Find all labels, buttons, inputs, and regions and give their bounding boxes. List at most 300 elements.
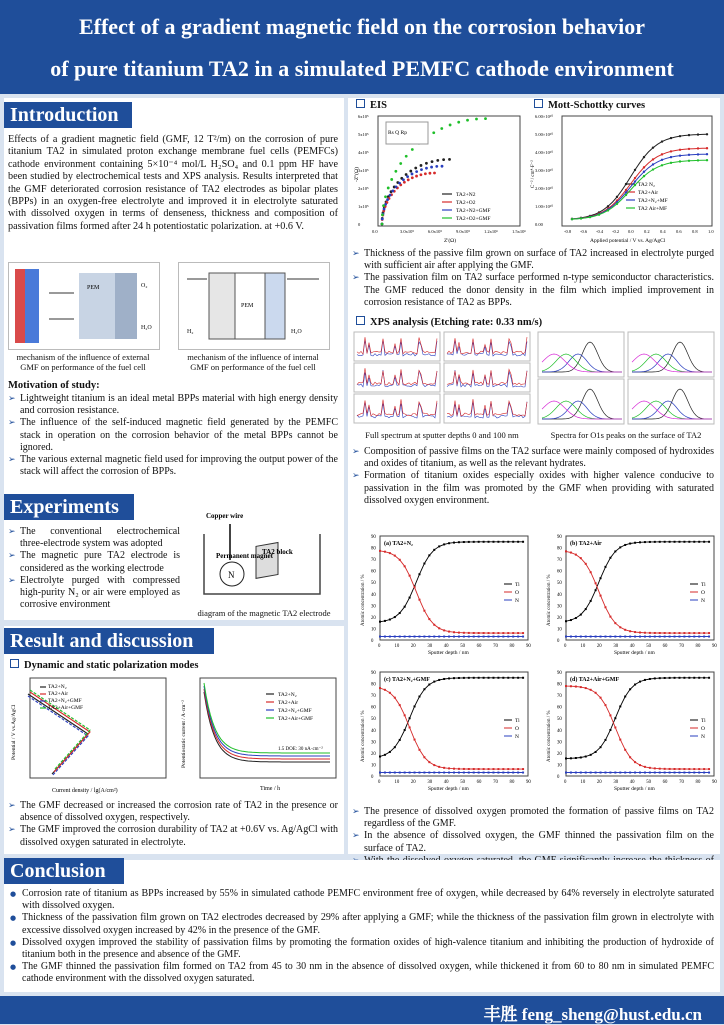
depth-point (423, 772, 425, 774)
depth-point (488, 772, 490, 774)
depth-point (414, 636, 416, 638)
experiments-heading: Experiments (4, 494, 134, 520)
depth-xtick: 90 (526, 644, 531, 649)
eis-point (430, 166, 433, 169)
depth-point (703, 632, 705, 634)
depth-point (399, 772, 401, 774)
depth-point (522, 768, 524, 770)
depth-point (478, 772, 480, 774)
depth-xtick: 30 (613, 644, 619, 649)
magnetic-electrode-diagram (190, 494, 334, 604)
eis-point (484, 117, 487, 120)
xps-list (352, 446, 714, 507)
depth-point (659, 541, 661, 543)
mott-point (607, 205, 609, 207)
depth-point (674, 636, 676, 638)
depth-point (448, 677, 450, 679)
potentiostatic-chart (178, 674, 340, 796)
depth-point (664, 772, 666, 774)
depth-point (522, 677, 524, 679)
depth-point (683, 632, 685, 634)
depth-ytick: 60 (557, 705, 562, 711)
eis-chart (352, 112, 524, 246)
depth-point (418, 599, 420, 601)
list-item: ➢ In the absence of dissolved oxygen, the GMF thinned the passivation film on the surface of TA2. (352, 830, 714, 854)
external-gmf-mechanism-figure (8, 262, 160, 350)
depth-ylabel: Atomic concentration / % (361, 710, 366, 762)
eis-point (381, 213, 384, 216)
depth-point (517, 768, 519, 770)
depth-point (448, 772, 450, 774)
depth-point (688, 541, 690, 543)
depth-point (507, 768, 509, 770)
mott-point (697, 147, 699, 149)
depth-ytick: 10 (371, 763, 376, 769)
depth-point (399, 612, 401, 614)
depth-point (693, 632, 695, 634)
depth-point (585, 636, 587, 638)
eis-point (406, 175, 409, 178)
depth-point (624, 636, 626, 638)
depth-ytick: 40 (557, 592, 562, 598)
depth-point (512, 677, 514, 679)
depth-point (492, 632, 494, 634)
depth-xtick: 80 (509, 780, 515, 785)
depth-point (600, 595, 602, 597)
depth-point (404, 636, 406, 638)
depth-point (654, 632, 656, 634)
depth-point (488, 541, 490, 543)
depth-point (614, 717, 616, 719)
mott-ytick: 0.00 (535, 222, 543, 227)
eis-ytick: 4x10⁵ (358, 150, 369, 155)
svg-text:TA2+N₂+MF: TA2+N₂+MF (638, 198, 668, 204)
depth-ytick: 70 (557, 694, 562, 700)
depth-point (394, 697, 396, 699)
mott-ytick: 3.00×10¹⁰ (535, 168, 554, 173)
depth-point (497, 768, 499, 770)
ta2-block-label: TA2 block (262, 548, 293, 556)
depth-point (473, 677, 475, 679)
depth-point (389, 552, 391, 554)
eis-xlabel: Z'(Ω) (444, 238, 457, 244)
depth-panel-title: (d) TA2+Air+GMF (570, 677, 620, 683)
depth-xtick: 20 (596, 780, 602, 785)
eis-point (387, 187, 390, 190)
depth-point (409, 717, 411, 719)
eis-ytick: 1x10⁵ (358, 204, 369, 209)
depth-point (688, 636, 690, 638)
depth-point (507, 677, 509, 679)
depth-ytick: 50 (371, 581, 376, 587)
depth-xtick: 10 (580, 780, 586, 785)
depth-point (683, 677, 685, 679)
list-item: ➢ The GMF decreased or increased the corrosion rate of TA2 in the presence or absence of dissolved oxygen, respectively. (8, 800, 338, 824)
depth-point (580, 686, 582, 688)
depth-point (609, 557, 611, 559)
depth-point (678, 768, 680, 770)
depth-xtick: 20 (596, 644, 602, 649)
depth-point (497, 772, 499, 774)
depth-legend-label: Ti (701, 718, 706, 724)
ps-xlabel: Time / h (260, 786, 281, 792)
depth-xtick: 90 (526, 780, 531, 785)
depth-point (492, 541, 494, 543)
depth-point (590, 772, 592, 774)
depth-point (384, 551, 386, 553)
depth-point (463, 632, 465, 634)
depth-point (423, 610, 425, 612)
eis-ytick: 6x10⁵ (358, 114, 369, 119)
depth-point (428, 684, 430, 686)
depth-point (688, 677, 690, 679)
depth-point (409, 597, 411, 599)
list-item: ➢ The presence of dissolved oxygen promoted the formation of passive films on TA2 regardless of the GMF. (352, 806, 714, 830)
depth-point (468, 541, 470, 543)
xps-panel (354, 363, 440, 392)
depth-ytick: 50 (557, 581, 562, 587)
depth-point (600, 746, 602, 748)
depth-point (639, 772, 641, 774)
depth-point (644, 541, 646, 543)
depth-point (649, 678, 651, 680)
depth-xlabel: Sputter depth / nm (614, 786, 655, 792)
eis-point (420, 168, 423, 171)
svg-text:TA2+N₂: TA2+N₂ (48, 684, 67, 690)
poster-title-line1: Effect of a gradient magnetic field on the corrosion behavior (78, 14, 645, 39)
depth-point (693, 636, 695, 638)
depth-point (664, 632, 666, 634)
eis-point (415, 175, 418, 178)
depth-point (678, 632, 680, 634)
depth-point (614, 550, 616, 552)
svg-text:PEM: PEM (87, 285, 100, 291)
depth-point (428, 636, 430, 638)
eis-point (395, 185, 398, 188)
depth-panel-title: (c) TA2+N₂+GMF (384, 677, 430, 683)
motivation-list (8, 393, 338, 478)
depth-point (483, 636, 485, 638)
mott-point (616, 203, 618, 205)
depth-point (394, 555, 396, 557)
mott-xtick: 0.0 (628, 229, 634, 234)
depth-point (512, 632, 514, 634)
eis-point (411, 148, 414, 151)
depth-point (693, 768, 695, 770)
external-gmf-caption: mechanism of the influence of external GMF on performance of the fuel cell (16, 352, 150, 372)
list-item: ● The GMF thinned the passivation film formed on TA2 from 45 to 30 nm in the absence of dissolved oxygen, while thickened it from 60 to 80 nm in simulated PEMFC cathode environment with the dissolved oxygen saturated. (10, 961, 714, 985)
depth-xtick: 90 (712, 780, 717, 785)
depth-point (443, 767, 445, 769)
depth-ytick: 90 (371, 535, 376, 540)
depth-point (404, 606, 406, 608)
depth-point (629, 636, 631, 638)
depth-point (473, 632, 475, 634)
depth-ytick: 20 (557, 615, 562, 621)
depth-point (624, 749, 626, 751)
depth-point (590, 600, 592, 602)
depth-point (659, 636, 661, 638)
eis-point (384, 195, 387, 198)
depth-ytick: 20 (557, 751, 562, 757)
depth-point (428, 761, 430, 763)
eis-point (381, 223, 384, 226)
depth-point (683, 768, 685, 770)
list-item: ● Dissolved oxygen improved the stability of passivation films by promoting the formation oxides of high-valence titanium and inhibiting the production of hydroxide of titanium both in the presence and absence of the GMF. (10, 937, 714, 961)
poster-title-line2: of pure titanium TA2 in a simulated PEMFC cathode environment (50, 56, 674, 81)
depth-point (634, 542, 636, 544)
depth-point (693, 541, 695, 543)
depth-point (492, 768, 494, 770)
eis-point (391, 189, 394, 192)
svg-text:TA2+Air+GMF: TA2+Air+GMF (48, 705, 84, 711)
depth-point (669, 636, 671, 638)
depth-point (418, 636, 420, 638)
depth-point (379, 636, 381, 638)
depth-point (654, 767, 656, 769)
depth-xtick: 50 (460, 780, 466, 785)
xps-left-caption: Full spectrum at sputter depths 0 and 100 nm (365, 430, 519, 440)
depth-ytick: 60 (371, 569, 376, 575)
mott-xtick: 0.6 (676, 229, 682, 234)
mott-xlabel: Applied potential / V vs. Ag/AgCl (590, 238, 666, 244)
depth-xtick: 60 (662, 644, 668, 649)
depth-point (659, 632, 661, 634)
depth-point (580, 557, 582, 559)
depth-ytick: 80 (371, 682, 376, 688)
depth-point (708, 768, 710, 770)
depth-xtick: 40 (629, 644, 635, 649)
eis-xtick: 1.5x10⁶ (512, 229, 526, 234)
depth-point (492, 677, 494, 679)
depth-point (384, 620, 386, 622)
depth-xtick: 0 (378, 780, 381, 785)
list-item: ➢ Electrolyte purged with compressed high-purity N₂ or air were employed as corrosive environment (8, 575, 180, 612)
depth-point (394, 616, 396, 618)
depth-point (590, 754, 592, 756)
depth-point (674, 632, 676, 634)
depth-point (708, 632, 710, 634)
eis-point (383, 208, 386, 211)
depth-point (614, 622, 616, 624)
footer (0, 996, 724, 1024)
depth-point (438, 772, 440, 774)
eis-point (475, 118, 478, 121)
depth-ylabel: Atomic concentration / % (547, 574, 552, 626)
depth-point (580, 614, 582, 616)
depth-point (703, 541, 705, 543)
depth-ytick: 70 (371, 558, 376, 564)
depth-point (703, 677, 705, 679)
depth-ytick: 20 (371, 615, 376, 621)
depth-point (433, 681, 435, 683)
depth-point (492, 772, 494, 774)
depth-point (389, 751, 391, 753)
eis-point (440, 127, 443, 130)
depth-point (502, 632, 504, 634)
depth-point (634, 684, 636, 686)
depth-point (458, 772, 460, 774)
depth-point (414, 705, 416, 707)
mott-point (652, 168, 654, 170)
eis-point (386, 198, 389, 201)
depth-point (502, 768, 504, 770)
depth-point (448, 631, 450, 633)
depth-xtick: 70 (679, 644, 684, 649)
depth-point (600, 697, 602, 699)
eis-xtick: 9.0x10⁵ (456, 229, 470, 234)
depth-xtick: 10 (394, 644, 400, 649)
depth-ytick: 40 (371, 592, 376, 598)
depth-point (448, 542, 450, 544)
depth-ytick: 0 (557, 775, 560, 780)
depth-point (678, 636, 680, 638)
list-item: ➢ Formation of titanium oxides especially oxides with higher valence conducive to passivation in the film was promoted by the GMF when providing with saturated dissolved oxygen environment. (352, 470, 714, 507)
depth-xtick: 0 (564, 644, 567, 649)
depth-point (478, 632, 480, 634)
depth-point (379, 756, 381, 758)
mott-ytick: 5.00×10¹⁰ (535, 132, 554, 137)
depth-point (468, 636, 470, 638)
depth-ytick: 10 (557, 627, 562, 633)
list-item: ➢ The influence of the self-induced magnetic field generated by the PEMFC stack in operation on the corrosion behavior of the metal BPPs cannot be ignored. (8, 417, 338, 454)
depth-point (639, 681, 641, 683)
depth-point (399, 704, 401, 706)
depth-point (453, 768, 455, 770)
depth-point (619, 739, 621, 741)
eis-point (411, 173, 414, 176)
mott-point (679, 160, 681, 162)
mott-point (634, 169, 636, 171)
depth-point (654, 636, 656, 638)
depth-point (624, 544, 626, 546)
eis-point (448, 158, 451, 161)
depth-point (614, 636, 616, 638)
depth-point (443, 678, 445, 680)
depth-point (674, 768, 676, 770)
depth-point (522, 772, 524, 774)
mott-xtick: 0.2 (644, 229, 650, 234)
depth-point (580, 636, 582, 638)
list-item: ➢ Thickness of the passive film grown on surface of TA2 increased in electrolyte purged with sufficient air after applying the GMF. (352, 248, 714, 272)
depth-ytick: 30 (557, 740, 562, 746)
mott-point (688, 134, 690, 136)
depth-point (438, 545, 440, 547)
depth-point (604, 704, 606, 706)
depth-ytick: 60 (557, 569, 562, 575)
depth-ytick: 40 (371, 728, 376, 734)
depth-ytick: 80 (371, 546, 376, 552)
depth-point (624, 629, 626, 631)
depth-point (507, 632, 509, 634)
depth-xtick: 40 (443, 780, 449, 785)
depth-point (629, 772, 631, 774)
depth-ytick: 70 (557, 558, 562, 564)
depth-point (507, 636, 509, 638)
depth-point (443, 543, 445, 545)
depth-point (483, 541, 485, 543)
mott-ylabel: C⁻² / cm⁴·F⁻² (531, 160, 536, 188)
depth-point (483, 772, 485, 774)
depth-point (565, 772, 567, 774)
depth-point (384, 754, 386, 756)
mott-point (670, 150, 672, 152)
eis-point (436, 159, 439, 162)
depth-point (634, 761, 636, 763)
depth-point (590, 571, 592, 573)
depth-point (399, 739, 401, 741)
depth-ytick: 0 (557, 639, 560, 644)
eis-point (441, 165, 444, 168)
xps-o1s-figure (536, 330, 716, 426)
depth-point (418, 573, 420, 575)
depth-xtick: 0 (564, 780, 567, 785)
depth-xtick: 80 (509, 644, 515, 649)
mott-point (625, 191, 627, 193)
depth-ytick: 50 (557, 717, 562, 723)
depth-point (404, 565, 406, 567)
depth-point (414, 586, 416, 588)
svg-text:H₂O: H₂O (141, 325, 152, 331)
depth-xtick: 10 (580, 644, 586, 649)
mott-point (670, 137, 672, 139)
xps-panel (444, 394, 530, 423)
depth-point (483, 677, 485, 679)
depth-point (664, 677, 666, 679)
depth-point (674, 772, 676, 774)
depth-point (649, 632, 651, 634)
depth-point (404, 772, 406, 774)
depth-point (639, 636, 641, 638)
svg-text:TA2 Air+MF: TA2 Air+MF (638, 206, 668, 212)
depth-point (565, 757, 567, 759)
depth-point (678, 772, 680, 774)
depth-point (453, 636, 455, 638)
mott-point (652, 158, 654, 160)
mott-xtick: -0.6 (580, 229, 588, 234)
list-item: ➢ Lightweight titanium is an ideal metal BPPs material with high energy density and corrosion resistance. (8, 393, 338, 417)
depth-point (639, 632, 641, 634)
depth-point (698, 632, 700, 634)
depth-point (478, 677, 480, 679)
mott-point (706, 147, 708, 149)
depth-point (418, 772, 420, 774)
mott-point (706, 153, 708, 155)
depth-point (463, 768, 465, 770)
svg-text:TA2+O2+GMF: TA2+O2+GMF (456, 216, 491, 222)
depth-point (502, 541, 504, 543)
depth-point (488, 636, 490, 638)
list-item: ➢ The magnetic pure TA2 electrode is considered as the working electrode (8, 550, 180, 574)
svg-text:TA2+N2+GMF: TA2+N2+GMF (456, 208, 491, 214)
depth-point (575, 554, 577, 556)
mott-ytick: 1.00×10¹⁰ (535, 204, 554, 209)
depth-ytick: 90 (557, 671, 562, 676)
depth-xtick: 60 (662, 780, 668, 785)
depth-point (565, 685, 567, 687)
depth-point (379, 687, 381, 689)
depth-point (478, 541, 480, 543)
polarization-chart (8, 674, 170, 796)
depth-point (483, 768, 485, 770)
polarization-subheading: Dynamic and static polarization modes (10, 659, 198, 671)
eis-ytick: 3x10⁵ (358, 168, 369, 173)
depth-point (619, 705, 621, 707)
mott-point (643, 166, 645, 168)
mott-point (661, 164, 663, 166)
eis-point (442, 158, 445, 161)
eis-point (431, 160, 434, 163)
